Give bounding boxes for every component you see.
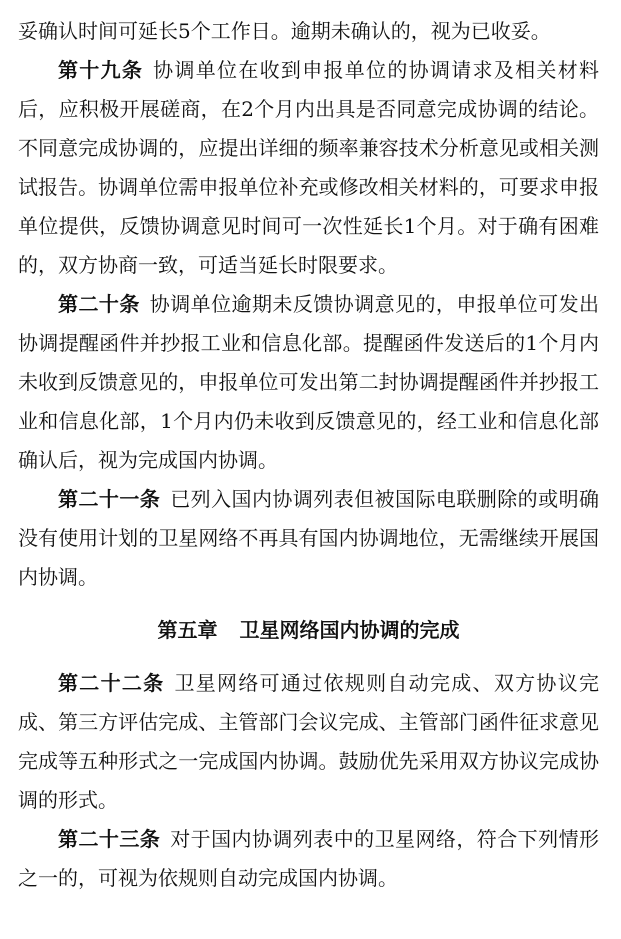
article-20 — [18, 285, 599, 480]
article-number: 第二十一条 — [58, 487, 161, 511]
article-number: 第二十条 — [58, 292, 140, 316]
article-text: 协调单位在收到申报单位的协调请求及相关材料后，应积极开展磋商，在2个月内出具是否同意完成协调的结论。不同意完成协调的，应提出详细的频率兼容技术分析意见或相关测试报告。协调单位需申报单位补充或修改相关材料的，可要求申报单位提供，反馈协调意见时间可一次性延长1个月。对于确有困难的，双方协商一致，可适当延长时限要求。 — [18, 58, 600, 277]
chapter-title: 卫星网络国内协调的完成 — [239, 618, 460, 642]
article-number: 第十九条 — [58, 58, 144, 82]
article-number: 第二十二条 — [58, 671, 165, 695]
article-22 — [18, 664, 599, 820]
article-19 — [18, 51, 599, 285]
article-text: 协调单位逾期未反馈协调意见的，申报单位可发出协调提醒函件并抄报工业和信息化部。提醒函件发送后的1个月内未收到反馈意见的，申报单位可发出第二封协调提醒函件并抄报工业和信息化部，1个月内仍未收到反馈意见的，经工业和信息化部确认后，视为完成国内协调。 — [18, 292, 600, 472]
chapter-heading — [18, 611, 599, 650]
article-23 — [18, 820, 599, 898]
article-number: 第二十三条 — [58, 827, 161, 851]
article-text: 卫星网络可通过依规则自动完成、双方协议完成、第三方评估完成、主管部门会议完成、主管部门函件征求意见完成等五种形式之一完成国内协调。鼓励优先采用双方协议完成协调的形式。 — [18, 671, 600, 812]
article-text: 对于国内协调列表中的卫星网络，符合下列情形之一的，可视为依规则自动完成国内协调。 — [18, 827, 600, 890]
article-21 — [18, 480, 599, 597]
paragraph-continuation: 妥确认时间可延长5个工作日。逾期未确认的，视为已收妥。 — [18, 19, 551, 43]
chapter-number: 第五章 — [157, 618, 218, 642]
article-text: 已列入国内协调列表但被国际电联删除的或明确没有使用计划的卫星网络不再具有国内协调地位，无需继续开展国内协调。 — [18, 487, 600, 589]
